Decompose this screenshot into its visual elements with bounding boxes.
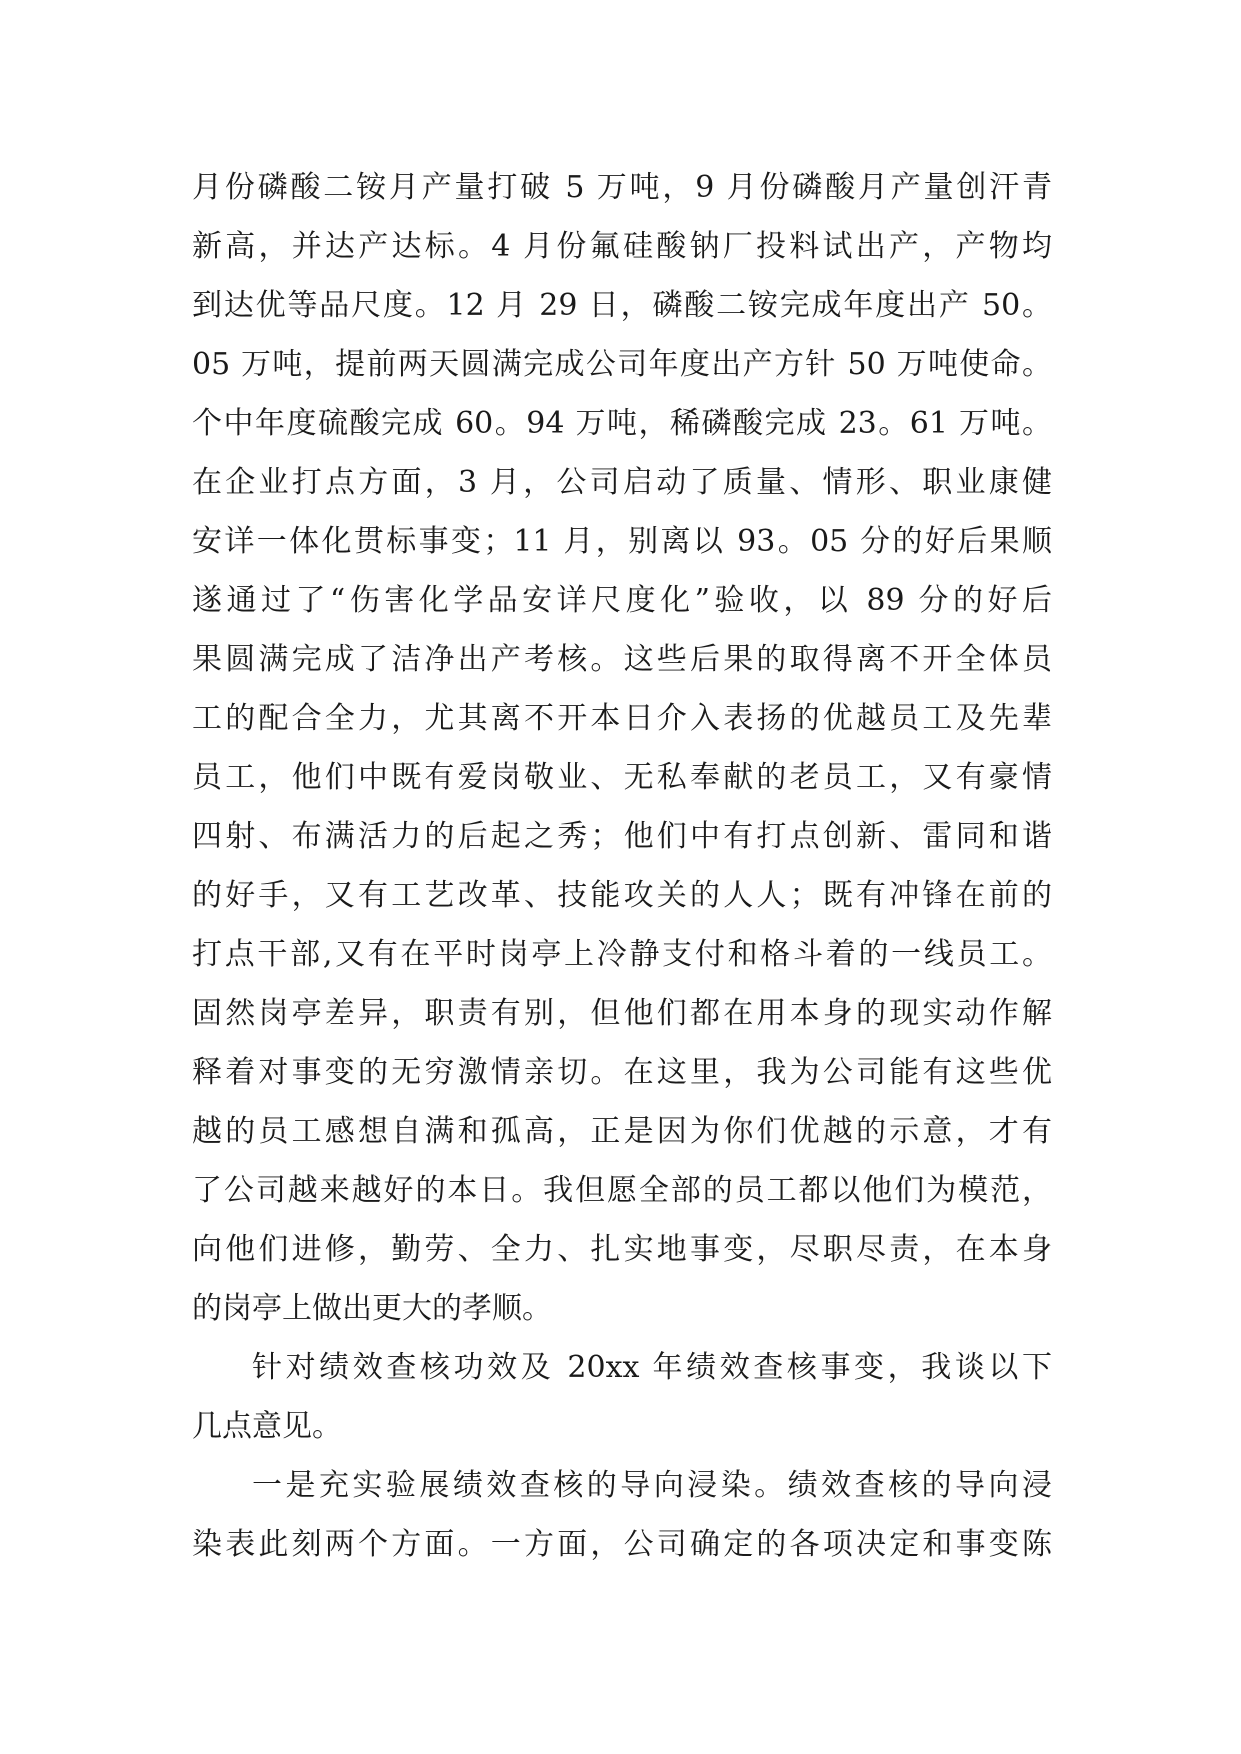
text-line: 打点干部,又有在平时岗亭上冷静支付和格斗着的一线员工。 xyxy=(192,937,1052,972)
text-line: 针对绩效查核功效及 20xx 年绩效查核事变，我谈以下 xyxy=(252,1350,1052,1385)
text-line: 染表此刻两个方面。一方面，公司确定的各项决定和事变陈 xyxy=(192,1527,1052,1562)
text-line: 的岗亭上做出更大的孝顺。 xyxy=(192,1291,552,1326)
text-line: 向他们进修，勤劳、全力、扎实地事变，尽职尽责，在本身 xyxy=(192,1232,1052,1267)
text-line: 越的员工感想自满和孤高，正是因为你们优越的示意，才有 xyxy=(192,1114,1052,1149)
text-line: 一是充实验展绩效查核的导向浸染。绩效查核的导向浸 xyxy=(252,1468,1052,1503)
text-line: 固然岗亭差异，职责有别，但他们都在用本身的现实动作解 xyxy=(192,996,1052,1031)
text-line: 四射、布满活力的后起之秀；他们中有打点创新、雷同和谐 xyxy=(192,819,1052,854)
text-line: 工的配合全力，尤其离不开本日介入表扬的优越员工及先辈 xyxy=(192,701,1052,736)
text-line: 05 万吨，提前两天圆满完成公司年度出产方针 50 万吨使命。 xyxy=(192,347,1052,382)
text-line: 的好手，又有工艺改革、技能攻关的人人；既有冲锋在前的 xyxy=(192,878,1052,913)
text-line: 果圆满完成了洁净出产考核。这些后果的取得离不开全体员 xyxy=(192,642,1052,677)
text-line: 个中年度硫酸完成 60。94 万吨，稀磷酸完成 23。61 万吨。 xyxy=(192,406,1052,441)
text-line: 员工，他们中既有爱岗敬业、无私奉献的老员工，又有豪情 xyxy=(192,760,1052,795)
text-line: 安详一体化贯标事变；11 月，别离以 93。05 分的好后果顺 xyxy=(192,524,1052,559)
text-line: 遂通过了“伤害化学品安详尺度化”验收，以 89 分的好后 xyxy=(192,583,1052,618)
text-line: 到达优等品尺度。12 月 29 日，磷酸二铵完成年度出产 50。 xyxy=(192,288,1052,323)
text-line: 几点意见。 xyxy=(192,1409,342,1444)
body-text xyxy=(192,158,1052,1574)
text-line: 释着对事变的无穷激情亲切。在这里，我为公司能有这些优 xyxy=(192,1055,1052,1090)
text-line: 新高，并达产达标。4 月份氟硅酸钠厂投料试出产，产物均 xyxy=(192,229,1052,264)
text-line: 了公司越来越好的本日。我但愿全部的员工都以他们为模范， xyxy=(192,1173,1052,1208)
text-line: 月份磷酸二铵月产量打破 5 万吨，9 月份磷酸月产量创汗青 xyxy=(192,170,1052,205)
text-line: 在企业打点方面，3 月，公司启动了质量、情形、职业康健 xyxy=(192,465,1052,500)
